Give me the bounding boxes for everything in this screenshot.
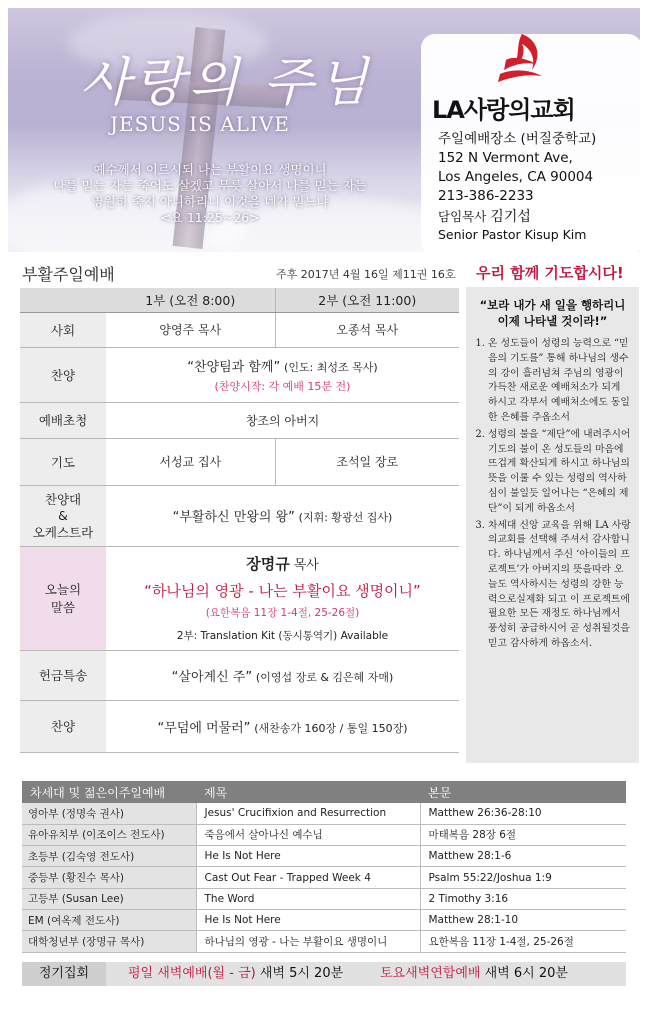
dept-name: 중등부 <box>28 872 59 885</box>
phone-number: 213-386-2233 <box>438 188 534 204</box>
weekday-dawn-name: 평일 새벽예배(월 - 금) <box>128 966 256 981</box>
praise-cell <box>106 347 459 402</box>
dept-name: EM <box>28 914 44 927</box>
dept-leader: (여옥제 전도사) <box>47 914 120 927</box>
worship-section-title: 부활주일예배 <box>22 265 115 284</box>
dept-cell <box>22 909 196 930</box>
table-row <box>22 824 626 845</box>
dept-name: 초등부 <box>28 850 59 863</box>
prayer-box <box>466 287 639 763</box>
sermon-title-cell: The Word <box>196 888 420 909</box>
closing-title: “무덤에 머물러” <box>157 720 251 736</box>
offering-title: “살아계신 주” <box>171 669 253 685</box>
city-address: Los Angeles, CA 90004 <box>438 169 594 185</box>
church-name: LA사랑의교회 <box>432 96 575 124</box>
row-label-choir <box>20 485 106 546</box>
pastor-english: Senior Pastor Kisup Kim <box>438 227 587 242</box>
praise-start-note: (찬양시작: 각 예배 15분 전) <box>214 379 351 393</box>
translation-note: 2부: Translation Kit (동시통역기) Available <box>176 630 389 642</box>
row-label-sermon <box>20 546 106 650</box>
prayer-item: 3. 차세대 신앙 교육을 위해 LA 사랑의교회를 선택해 주셔서 감사합니다. 하나님께서 주신 ‘아이들의 프로젝트’가 아버지의 뜻을따라 오늘도 역사하시는 성령의 강한 능력으로실제화 되고 이 프로젝트에 필요한 모든 재정도 하나님께서 풍성히 공급하시어 곧 성취될것을 믿고 감사하게 하옵소서. <box>488 519 631 652</box>
verse-line: 나를 믿는 자는 죽어도 살겠고 무릇 살아서 나를 믿는 자는 <box>53 178 367 193</box>
table-row <box>22 846 626 867</box>
street-address: 152 N Vermont Ave, <box>438 150 573 166</box>
saturday-dawn-name: 토요새벽연합예배 <box>380 966 481 981</box>
choir-label-line: 찬양대 <box>44 492 82 507</box>
dept-cell <box>22 846 196 867</box>
prayer-item: 2. 성령의 불을 “제단”에 내려주시어 기도의 불이 온 성도들의 마음에 뜨겁게 확산되게 하시고 하나님의 뜻을 이룰 수 있는 성령의 역사하심이 불일듯 일어나는 “은혜의 제단”이 되게 하옵소서 <box>488 428 631 517</box>
dept-cell <box>22 931 196 952</box>
banner-verse <box>20 162 400 226</box>
dept-leader: (Susan Lee) <box>61 893 124 906</box>
bulletin-date: 주후 2017년 4월 16일 제11권 16호 <box>276 268 456 281</box>
sermon-title-cell: He Is Not Here <box>196 846 420 867</box>
worship-place: 주일예배장소 (버질중학교) <box>438 131 597 147</box>
table-row <box>20 347 459 402</box>
dept-name: 유아유치부 <box>28 829 79 842</box>
dept-cell <box>22 803 196 824</box>
dept-name: 영아부 <box>28 807 59 820</box>
choir-label-line: & <box>58 508 68 523</box>
dept-leader: (김숙영 전도사) <box>61 850 135 863</box>
praise-leader: (인도: 최성조 목사) <box>284 360 378 374</box>
dept-cell <box>22 867 196 888</box>
sermon-title: “하나님의 영광 - 나는 부활이요 생명이니” <box>144 582 421 600</box>
table-row <box>20 546 459 650</box>
prayer-list <box>474 337 631 652</box>
row-label-offering: 헌금특송 <box>20 650 106 700</box>
weekday-dawn-service <box>128 962 343 986</box>
nextgen-header-text: 본문 <box>420 781 626 803</box>
pastor-info <box>438 208 586 244</box>
invocation-value: 창조의 아버지 <box>106 402 459 438</box>
table-row <box>22 867 626 888</box>
row-label-prayer: 기도 <box>20 438 106 485</box>
dept-cell <box>22 888 196 909</box>
preacher-name: 장명규 <box>246 555 290 573</box>
table-row <box>20 312 459 347</box>
regular-meetings-bar <box>22 962 626 986</box>
preacher-title: 목사 <box>293 558 319 573</box>
table-row <box>20 700 459 752</box>
nextgen-header-row <box>22 781 626 803</box>
sermon-title-cell: Cast Out Fear - Trapped Week 4 <box>196 867 420 888</box>
sermon-label-line: 말씀 <box>50 600 76 615</box>
dept-cell <box>22 824 196 845</box>
table-row <box>22 931 626 952</box>
banner-title-korean: 사랑의 주님 <box>80 53 372 113</box>
choir-label-line: 오케스트라 <box>32 525 94 540</box>
sermon-title-cell: 죽음에서 살아나신 예수님 <box>196 824 420 845</box>
prayer-heading <box>474 297 631 329</box>
prayer-heading-line: 이제 나타낼 것이라!” <box>497 314 608 328</box>
dept-leader: (정명숙 권사) <box>61 807 125 820</box>
table-row <box>20 402 459 438</box>
choir-conductor: (지휘: 황광선 집사) <box>298 511 393 524</box>
weekday-dawn-time: 새벽 5시 20분 <box>259 966 344 981</box>
regular-meetings-label: 정기집회 <box>22 962 106 986</box>
dept-name: 대학청년부 <box>28 935 79 948</box>
row-label-host: 사회 <box>20 312 106 347</box>
scripture-cell: Matthew 28:1-6 <box>420 846 626 867</box>
offering-performers: (이영섭 장로 & 김은혜 자매) <box>255 670 394 684</box>
nextgen-worship-table <box>22 781 626 953</box>
service-1-header: 1부 (오전 8:00) <box>106 288 275 312</box>
host-service-1: 양영주 목사 <box>106 312 275 347</box>
sermon-title-cell: Jesus' Crucifixion and Resurrection <box>196 803 420 824</box>
sermon-label-line: 오늘의 <box>44 582 82 597</box>
service-2-header: 2부 (오전 11:00) <box>275 288 459 312</box>
pastor-name: 김기섭 <box>490 209 531 225</box>
header-blank <box>20 288 106 312</box>
table-row <box>22 909 626 930</box>
pastor-label: 담임목사 <box>438 209 487 224</box>
prayer-section-title: 우리 함께 기도합시다! <box>476 264 624 282</box>
table-row <box>20 485 459 546</box>
praise-title: “찬양팀과 함께” <box>187 359 281 375</box>
table-row <box>22 803 626 824</box>
row-label-invocation: 예배초청 <box>20 402 106 438</box>
saturday-dawn-service <box>380 962 568 986</box>
sermon-reference: (요한복음 11장 1-4절, 25-26절) <box>205 607 360 619</box>
sermon-title-cell: He Is Not Here <box>196 909 420 930</box>
prayer-service-2: 조석일 장로 <box>275 438 459 485</box>
sermon-title-cell: 하나님의 영광 - 나는 부활이요 생명이니 <box>196 931 420 952</box>
scripture-cell: Matthew 26:36-28:10 <box>420 803 626 824</box>
scripture-cell: Matthew 28:1-10 <box>420 909 626 930</box>
banner-title-english: JESUS IS ALIVE <box>110 112 290 136</box>
dept-name: 고등부 <box>28 893 59 906</box>
saturday-dawn-time: 새벽 6시 20분 <box>484 966 568 981</box>
prayer-item: 1. 온 성도들이 성령의 능력으로 “믿음의 기도를” 통해 하나님의 생수의 강이 흘러넘쳐 주님의 영광이 가득찬 새로운 예배처소가 되게 하시고 각부서 예배처소에도 동일한 은혜를 주옵소서 <box>488 337 631 426</box>
nextgen-header-title: 제목 <box>196 781 420 803</box>
choir-cell <box>106 485 459 546</box>
closing-cell <box>106 700 459 752</box>
prayer-heading-line: “보라 내가 새 일을 행하리니 <box>479 298 626 312</box>
church-address <box>438 130 596 206</box>
scripture-cell: 2 Timothy 3:16 <box>420 888 626 909</box>
verse-line: 예수께서 이르시되 나는 부활이요 생명이니 <box>93 162 327 177</box>
host-service-2: 오종석 목사 <box>275 312 459 347</box>
church-logo-icon <box>492 30 548 90</box>
row-label-praise: 찬양 <box>20 347 106 402</box>
table-header-row <box>20 288 459 312</box>
table-row <box>20 650 459 700</box>
dept-leader: (장명규 목사) <box>82 935 145 948</box>
sermon-cell <box>106 546 459 650</box>
scripture-cell: 요한복음 11장 1-4절, 25-26절 <box>420 931 626 952</box>
table-row <box>20 438 459 485</box>
dept-leader: (이조이스 전도사) <box>82 829 165 842</box>
scripture-cell: Psalm 55:22/Joshua 1:9 <box>420 867 626 888</box>
verse-line: 영원히 죽지 아니하리니 이것을 네가 믿느냐 <box>91 194 329 209</box>
scripture-cell: 마태복음 28장 6절 <box>420 824 626 845</box>
verse-reference: <요 11:25~26> <box>160 210 260 225</box>
worship-order-table <box>20 288 459 753</box>
closing-hymn: (새찬송가 160장 / 통일 150장) <box>254 721 408 735</box>
choir-title: “부활하신 만왕의 왕” <box>172 510 295 525</box>
offering-cell <box>106 650 459 700</box>
nextgen-header-dept: 차세대 및 젊은이주일예배 <box>22 781 196 803</box>
prayer-service-1: 서성교 집사 <box>106 438 275 485</box>
table-row <box>22 888 626 909</box>
row-label-closing: 찬양 <box>20 700 106 752</box>
dept-leader: (황진수 목사) <box>61 872 125 885</box>
